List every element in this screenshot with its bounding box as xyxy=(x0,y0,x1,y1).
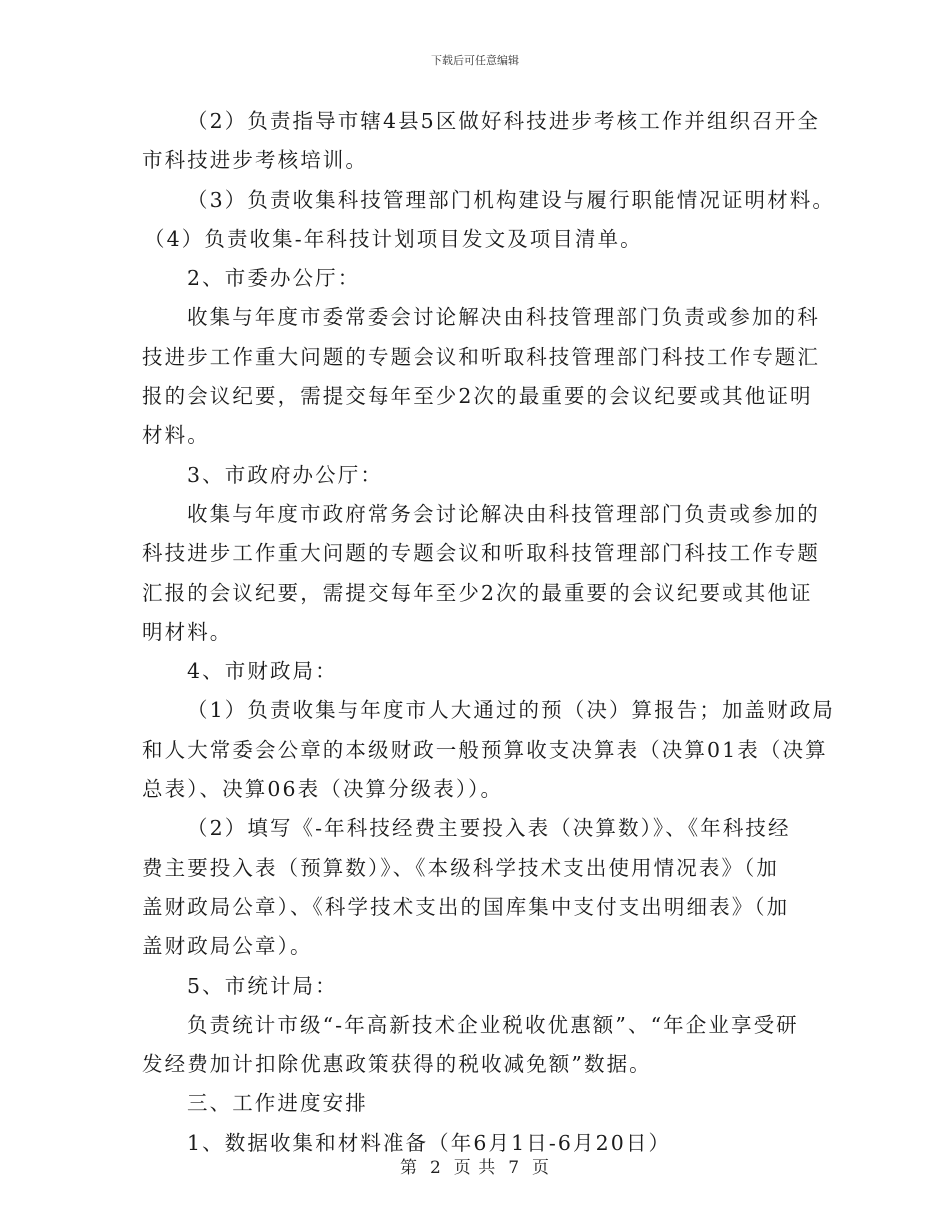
body-line: 2、市委办公厅： xyxy=(187,266,361,291)
page-header-note: 下载后可任意编辑 xyxy=(431,54,519,67)
body-line: 明材料。 xyxy=(142,619,233,644)
body-line: 4、市财政局： xyxy=(187,659,338,684)
footer-page-number: 2 xyxy=(429,1158,442,1178)
footer-page-prefix: 第 xyxy=(399,1158,418,1178)
page-footer xyxy=(0,1153,950,1178)
body-line: 和人大常委会公章的本级财政一般预算收支决算表（决算01表（决算 xyxy=(142,737,828,762)
body-line: （2）填写《-年科技经费主要投入表（决算数）》、《年科技经 xyxy=(187,816,791,841)
body-line: 收集与年度市政府常务会讨论解决由科技管理部门负责或参加的 xyxy=(187,501,820,526)
body-line: 盖财政局公章）。 xyxy=(142,934,313,959)
body-line: 发经费加计扣除优惠政策获得的税收减免额”数据。 xyxy=(142,1052,652,1077)
body-line: （2）负责指导市辖4县5区做好科技进步考核工作并组织召开全 xyxy=(187,109,821,133)
body-line: 科技进步工作重大问题的专题会议和听取科技管理部门科技工作专题 xyxy=(142,541,820,566)
footer-page-total: 7 xyxy=(508,1158,521,1178)
body-line: 总表）、决算06表（决算分级表））。 xyxy=(142,777,504,802)
body-line: 1、数据收集和材料准备（年6月1日-6月20日） xyxy=(187,1130,672,1155)
footer-page-middle: 页 共 xyxy=(453,1158,497,1178)
body-line: 5、市统计局： xyxy=(187,973,338,998)
body-line: 费主要投入表（预算数）》、《本级科学技术支出使用情况表》（加 xyxy=(142,855,779,880)
body-line: 材料。 xyxy=(142,423,210,448)
body-line: 三、工作进度安排 xyxy=(187,1091,368,1116)
document-body xyxy=(142,109,835,1172)
body-line: 汇报的会议纪要，需提交每年至少2次的最重要的会议纪要或其他证 xyxy=(142,580,813,605)
footer-page-suffix: 页 xyxy=(532,1158,551,1178)
body-line: 负责统计市级“-年高新技术企业税收优惠额”、“年企业享受研 xyxy=(187,1012,799,1037)
body-line: 市科技进步考核培训。 xyxy=(142,148,368,173)
body-line: 3、市政府办公厅： xyxy=(187,462,383,487)
body-line: （1）负责收集与年度市人大通过的预（决）算报告；加盖财政局 xyxy=(187,698,835,723)
body-line: （3）负责收集科技管理部门机构建设与履行职能情况证明材料。 xyxy=(187,187,835,212)
body-line: （4）负责收集-年科技计划项目发文及项目清单。 xyxy=(144,226,643,251)
body-line: 盖财政局公章）、《科学技术支出的国库集中支付支出明细表》（加 xyxy=(142,894,790,919)
body-line: 报的会议纪要，需提交每年至少2次的最重要的会议纪要或其他证明 xyxy=(142,384,813,409)
body-line: 技进步工作重大问题的专题会议和听取科技管理部门科技工作专题汇 xyxy=(142,344,820,369)
body-line: 收集与年度市委常委会讨论解决由科技管理部门负责或参加的科 xyxy=(187,305,820,330)
